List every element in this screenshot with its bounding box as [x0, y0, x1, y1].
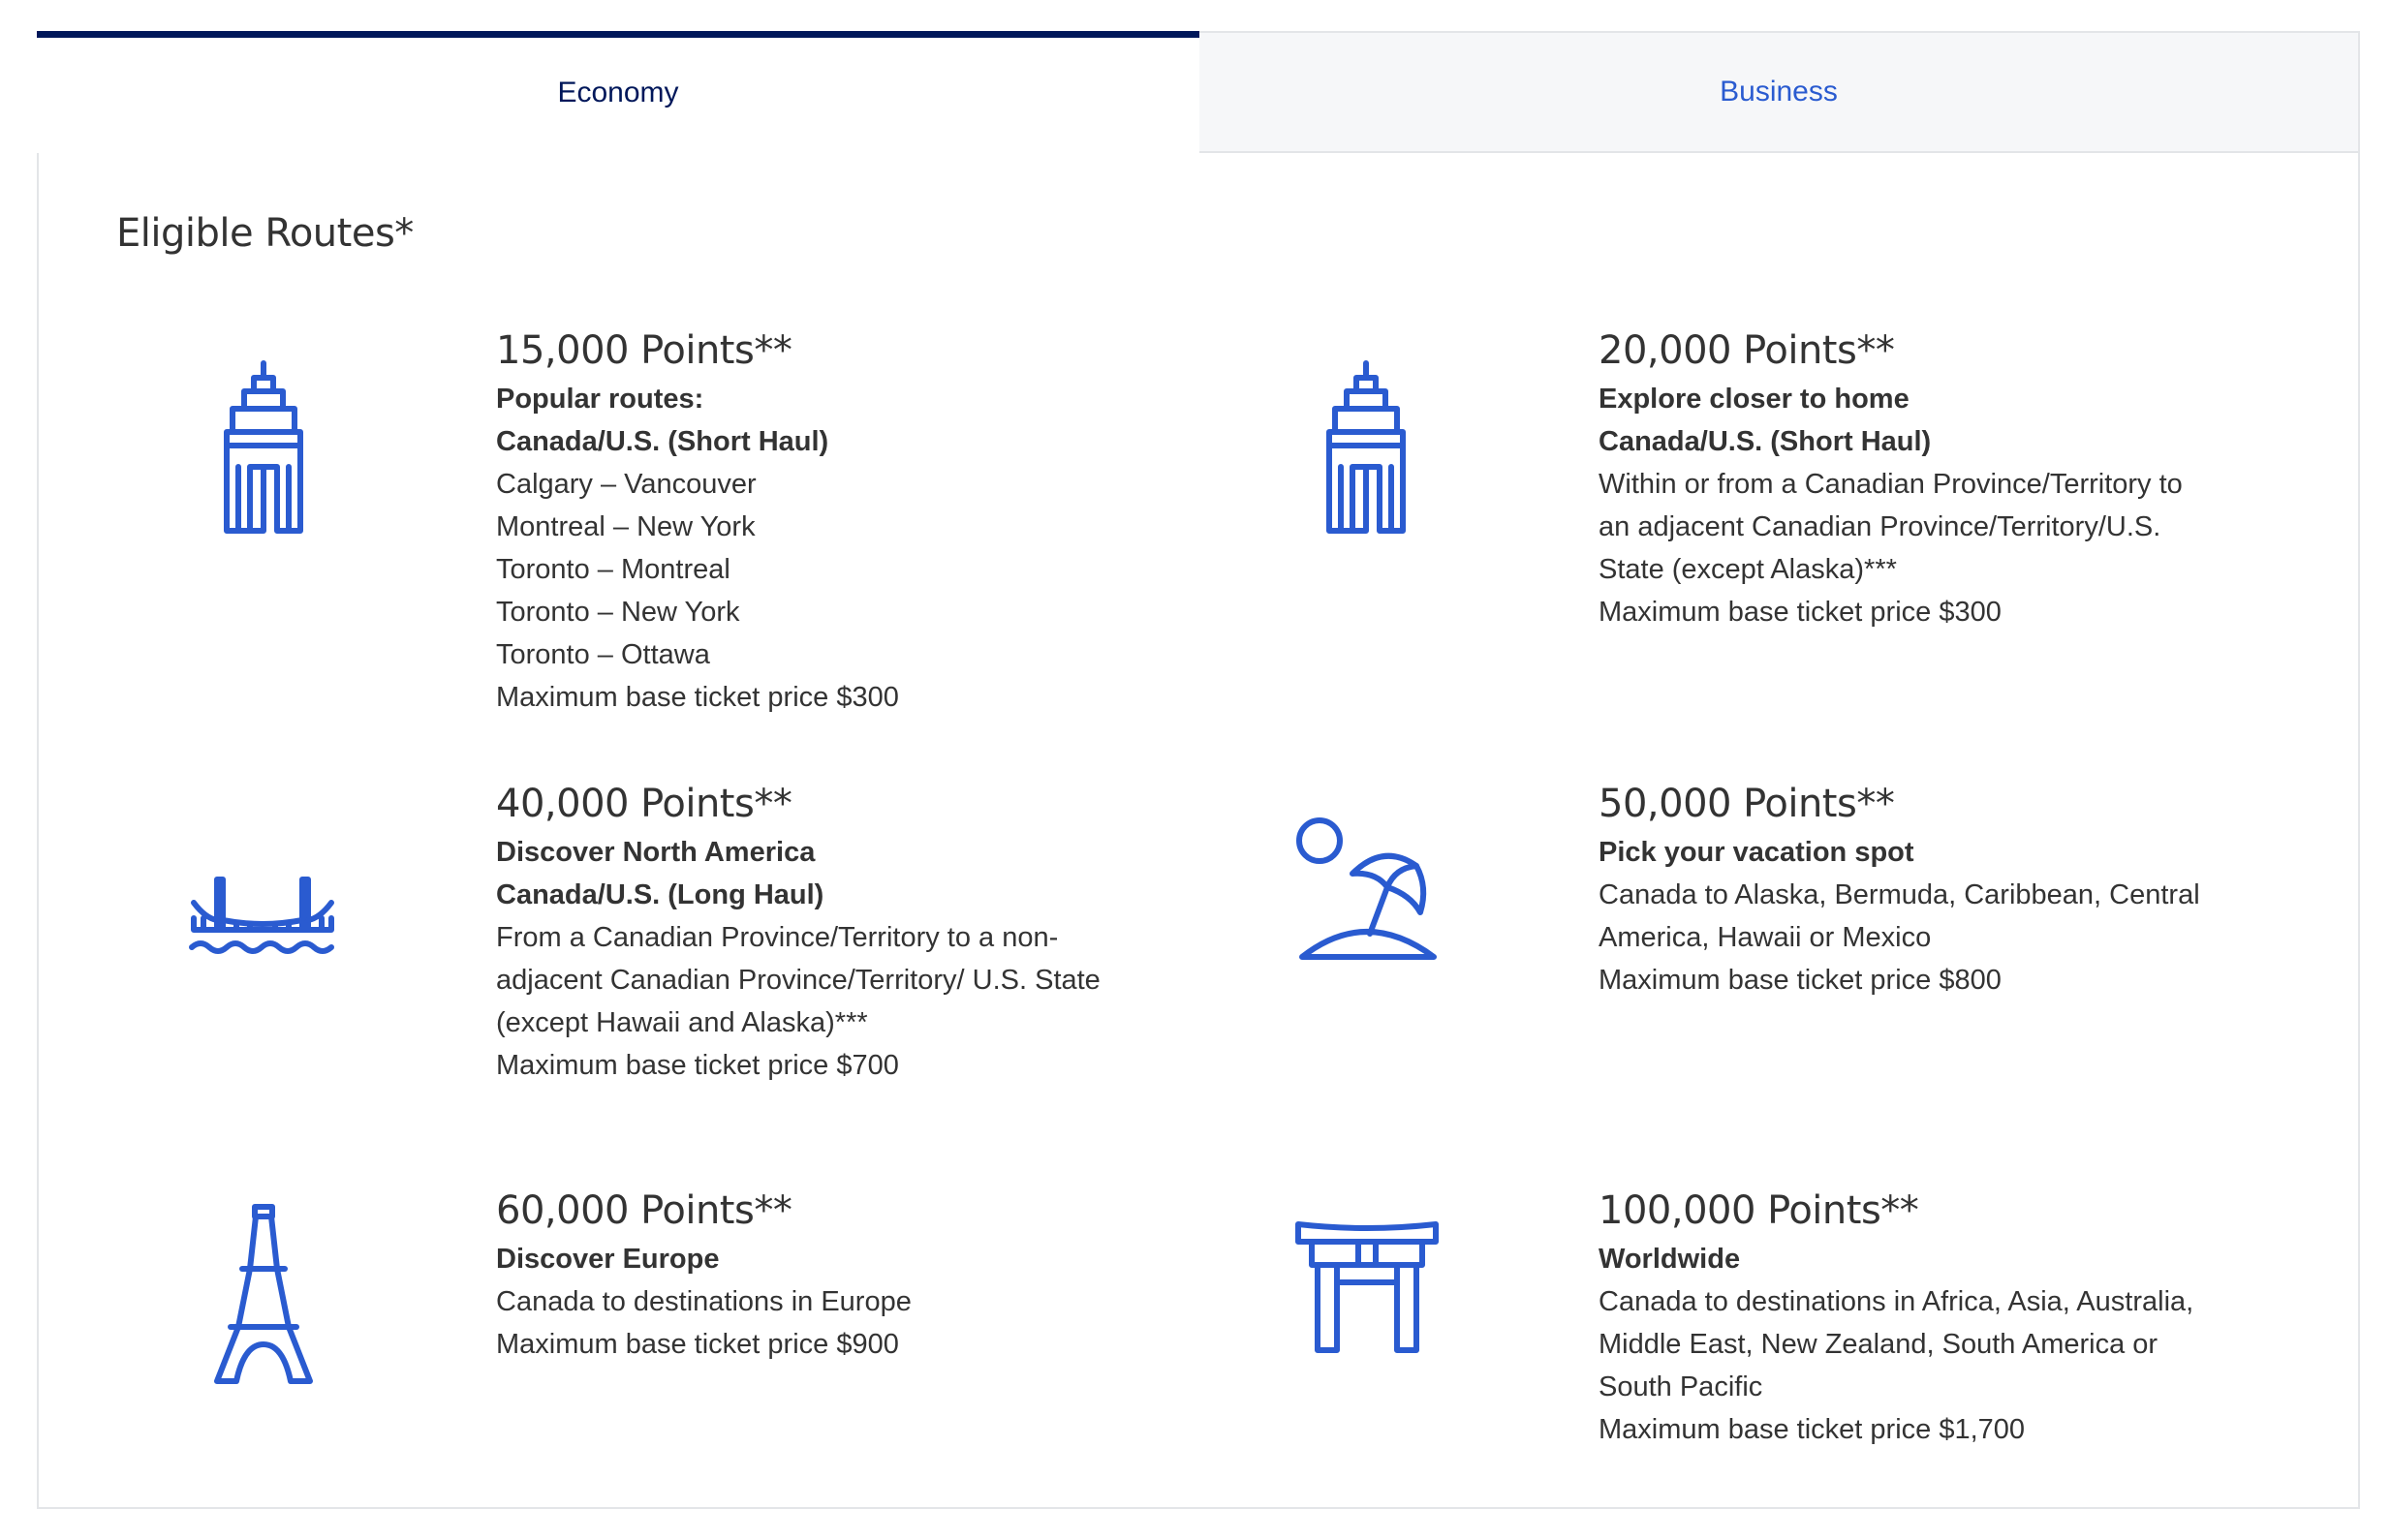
route-subheading: Canada/U.S. (Short Haul) — [496, 426, 829, 457]
max-price: Maximum base ticket price $900 — [496, 1329, 899, 1360]
torii-gate-icon — [1294, 1218, 1440, 1359]
points-value: 50,000 Points** — [1599, 782, 1895, 826]
points-value: 60,000 Points** — [496, 1188, 792, 1233]
eiffel-tower-icon — [211, 1201, 316, 1390]
beach-umbrella-icon — [1294, 814, 1440, 973]
route-heading: Discover North America — [496, 837, 816, 868]
points-value: 40,000 Points** — [496, 782, 792, 826]
route-heading: Discover Europe — [496, 1244, 720, 1275]
points-value: 15,000 Points** — [496, 328, 792, 373]
max-price: Maximum base ticket price $800 — [1599, 965, 2002, 996]
cabin-tabs — [37, 31, 2360, 153]
route-line: South Pacific — [1599, 1371, 1763, 1402]
points-value: 100,000 Points** — [1599, 1188, 1919, 1233]
route-line: (except Hawaii and Alaska)*** — [496, 1007, 868, 1038]
skyscraper-icon — [217, 360, 310, 539]
route-line: Canada to Alaska, Bermuda, Caribbean, Central — [1599, 879, 2200, 910]
route-line: an adjacent Canadian Province/Territory/U.S. — [1599, 511, 2161, 542]
route-heading: Worldwide — [1599, 1244, 1741, 1275]
route-line: America, Hawaii or Mexico — [1599, 922, 1932, 953]
route-line: adjacent Canadian Province/Territory/ U.S. State — [496, 965, 1101, 996]
route-line: Calgary – Vancouver — [496, 469, 757, 500]
route-heading: Explore closer to home — [1599, 384, 1910, 415]
route-line: Within or from a Canadian Province/Territory to — [1599, 469, 2183, 500]
route-line: Toronto – New York — [496, 597, 740, 628]
max-price: Maximum base ticket price $300 — [1599, 597, 2002, 628]
max-price: Maximum base ticket price $700 — [496, 1050, 899, 1081]
section-title: Eligible Routes* — [116, 211, 414, 256]
points-value: 20,000 Points** — [1599, 328, 1895, 373]
route-line: Toronto – Montreal — [496, 554, 730, 585]
route-line: Middle East, New Zealand, South America or — [1599, 1329, 2158, 1360]
route-heading: Pick your vacation spot — [1599, 837, 1914, 868]
skyscraper-icon — [1320, 360, 1413, 539]
route-subheading: Canada/U.S. (Long Haul) — [496, 879, 824, 910]
route-line: Canada to destinations in Africa, Asia, Australia, — [1599, 1286, 2194, 1317]
max-price: Maximum base ticket price $300 — [496, 682, 899, 713]
route-heading: Popular routes: — [496, 384, 704, 415]
tab-economy[interactable]: Economy — [37, 31, 1199, 153]
route-line: State (except Alaska)*** — [1599, 554, 1897, 585]
route-subheading: Canada/U.S. (Short Haul) — [1599, 426, 1932, 457]
route-line: From a Canadian Province/Territory to a non- — [496, 922, 1059, 953]
route-line: Montreal – New York — [496, 511, 756, 542]
route-line: Toronto – Ottawa — [496, 639, 710, 670]
bridge-icon — [188, 872, 337, 964]
tab-business[interactable]: Business — [1199, 31, 2360, 153]
max-price: Maximum base ticket price $1,700 — [1599, 1414, 2026, 1445]
route-line: Canada to destinations in Europe — [496, 1286, 912, 1317]
